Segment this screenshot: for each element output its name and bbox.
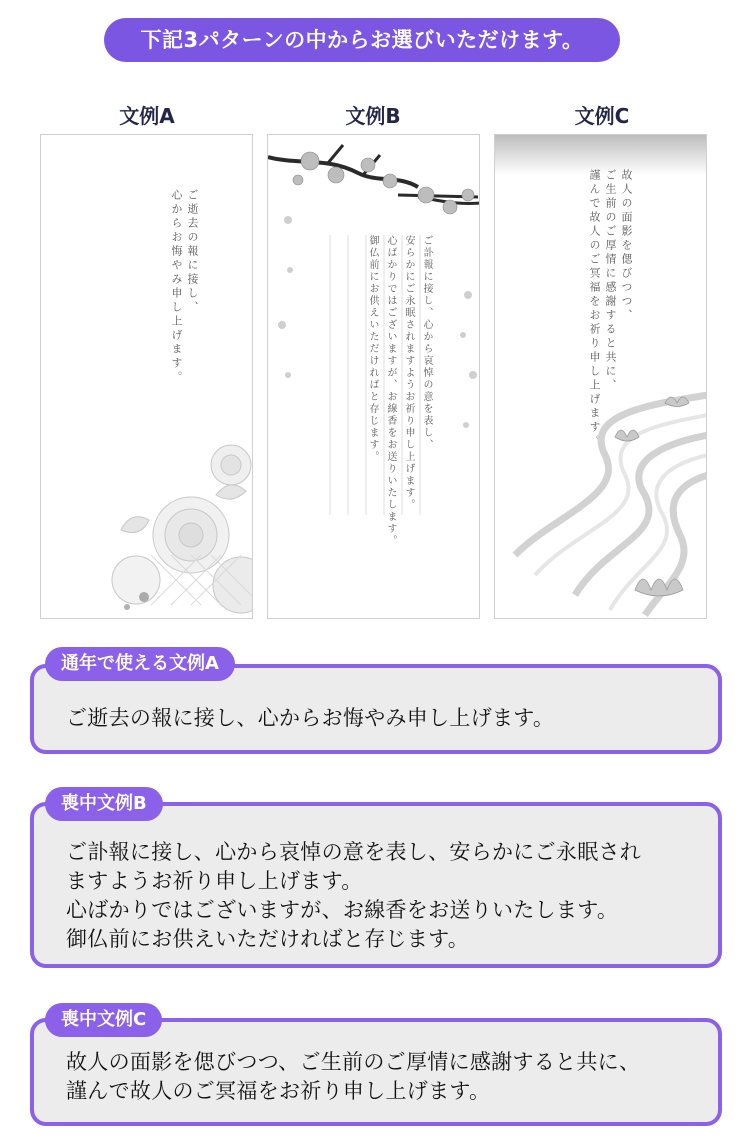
sample-c-panel-text: 故人の面影を偲びつつ、ご生前のご厚情に感謝すると共に、 謹んで故人のご冥福をお祈り申し上げます。	[66, 1050, 641, 1103]
sample-a-label: 文例A	[119, 104, 175, 128]
sample-b-card	[267, 134, 480, 619]
sample-c-panel-tag: 喪中文例C	[45, 1003, 162, 1037]
sample-c-card-text: 故人の面影を偲びつつ、 ご生前のご厚情に感謝すると共に、 謹んで故人のご冥福をお祈り申し上げます。	[588, 169, 633, 449]
sample-b-panel-text: ご訃報に接し、心から哀悼の意を表し、安らかにご永眠され ますようお祈り申し上げます。 心ばかりではございますが、お線香をお送りいたします。 御仏前にお供えいただければと存じます。	[66, 840, 642, 951]
peony-floral-illustration	[41, 135, 253, 619]
sample-a-panel-text: ご逝去の報に接し、心からお悔やみ申し上げます。	[66, 706, 555, 730]
header-pill: 下記3パターンの中からお選びいただけます。	[104, 18, 620, 62]
sample-b-card-text: ご訃報に接し、心から哀悼の意を表し、 安らかにご永眠されますようお祈り申し上げます。 心ばかりではございますが、お線香をお送りいたします。 御仏前にお供えいただければと存じます。	[367, 235, 432, 547]
sample-a-card	[40, 134, 253, 619]
sample-a-card-text: ご逝去の報に接し、 心からお悔やみ申し上げます。	[170, 189, 199, 385]
sample-c-label: 文例C	[574, 104, 630, 128]
sample-a-panel-tag: 通年で使える文例A	[45, 647, 235, 681]
sample-b-panel	[30, 802, 722, 968]
water-lotus-illustration	[495, 135, 707, 619]
sample-b-panel-tag: 喪中文例B	[45, 787, 163, 821]
sample-b-label: 文例B	[345, 104, 401, 128]
sample-c-card	[494, 134, 707, 619]
